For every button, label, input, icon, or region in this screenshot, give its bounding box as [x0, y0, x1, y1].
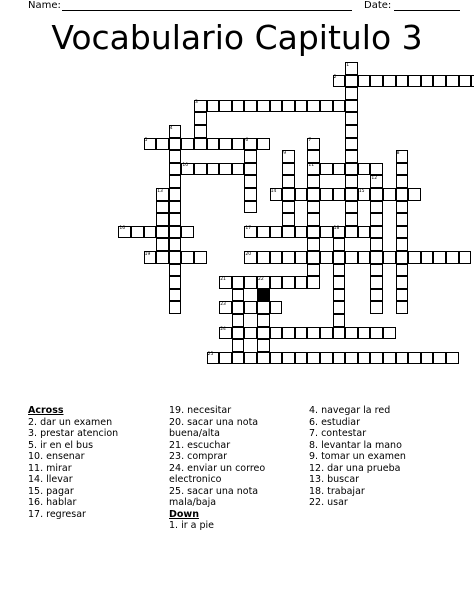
grid-cell[interactable]	[345, 87, 358, 100]
clues-section	[28, 405, 468, 605]
grid-cell[interactable]	[358, 327, 371, 340]
clue-number: 7	[308, 138, 312, 144]
grid-cell[interactable]	[307, 226, 320, 239]
grid-cell[interactable]	[370, 213, 383, 226]
clue-item: 19. necesitar	[169, 405, 232, 416]
grid-cell[interactable]	[446, 352, 459, 365]
grid-cell[interactable]	[396, 226, 409, 239]
grid-cell[interactable]	[320, 100, 333, 113]
grid-cell[interactable]	[333, 352, 346, 365]
grid-cell[interactable]	[194, 125, 207, 138]
grid-cell[interactable]	[345, 175, 358, 188]
grid-cell[interactable]	[194, 112, 207, 125]
grid-cell[interactable]	[270, 100, 283, 113]
clue-list-1	[28, 417, 168, 521]
grid-cell[interactable]	[358, 75, 371, 88]
grid-cell[interactable]	[156, 251, 169, 264]
grid-cell[interactable]	[194, 138, 207, 151]
grid-cell[interactable]	[370, 163, 383, 176]
clue-number: 5	[144, 138, 148, 144]
grid-cell[interactable]	[282, 188, 295, 201]
grid-cell[interactable]	[244, 175, 257, 188]
grid-cell[interactable]	[396, 163, 409, 176]
grid-cell[interactable]	[370, 327, 383, 340]
grid-cell[interactable]	[282, 201, 295, 214]
grid-cell[interactable]	[244, 327, 257, 340]
grid-cell[interactable]	[232, 314, 245, 327]
grid-cell[interactable]	[232, 327, 245, 340]
clue-number: 23	[220, 301, 226, 307]
grid-cell[interactable]	[358, 251, 371, 264]
grid-cell[interactable]	[383, 251, 396, 264]
grid-cell[interactable]	[295, 100, 308, 113]
grid-cell[interactable]	[207, 100, 220, 113]
clue-number: 13	[157, 188, 163, 194]
clue-number: 16	[119, 226, 126, 232]
grid-cell[interactable]	[345, 75, 358, 88]
grid-cell[interactable]	[307, 327, 320, 340]
grid-cell[interactable]	[244, 276, 257, 289]
grid-cell[interactable]	[244, 100, 257, 113]
grid-cell[interactable]	[370, 238, 383, 251]
clue-item: 3. prestar atencion	[28, 428, 119, 439]
clue-item: 20. sacar una nota buena/alta	[169, 416, 259, 439]
grid-cell[interactable]	[144, 226, 157, 239]
grid-cell[interactable]	[396, 188, 409, 201]
grid-cell[interactable]	[446, 251, 459, 264]
grid-cell[interactable]	[257, 339, 270, 352]
grid-cell[interactable]	[358, 352, 371, 365]
grid-cell[interactable]	[433, 75, 446, 88]
grid-cell[interactable]	[169, 264, 182, 277]
grid-cell[interactable]	[383, 75, 396, 88]
name-label: Name:	[28, 0, 61, 11]
clue-number: 4	[169, 125, 173, 131]
clue-number: 2	[333, 75, 337, 81]
grid-cell[interactable]	[396, 175, 409, 188]
grid-cell[interactable]	[169, 276, 182, 289]
grid-cell[interactable]	[459, 75, 472, 88]
clue-column-2	[169, 405, 309, 532]
grid-cell[interactable]	[345, 327, 358, 340]
clue-list-3	[309, 405, 459, 509]
grid-cell[interactable]	[333, 238, 346, 251]
grid-cell[interactable]	[320, 188, 333, 201]
grid-cell[interactable]	[320, 251, 333, 264]
grid-cell[interactable]	[307, 175, 320, 188]
clue-number: 14	[270, 188, 277, 194]
grid-cell[interactable]	[396, 276, 409, 289]
grid-cell[interactable]	[219, 352, 232, 365]
grid-cell[interactable]	[383, 188, 396, 201]
clue-item: 2. dar un examen	[28, 416, 113, 428]
grid-cell[interactable]	[370, 264, 383, 277]
grid-cell[interactable]	[232, 100, 245, 113]
grid-cell[interactable]	[370, 251, 383, 264]
grid-cell[interactable]	[333, 314, 346, 327]
grid-cell[interactable]	[282, 226, 295, 239]
clue-item: 17. regresar	[28, 508, 86, 520]
clue-item: 22. usar	[309, 497, 348, 508]
down-heading: Down	[169, 508, 199, 520]
grid-cell[interactable]	[194, 251, 207, 264]
grid-cell[interactable]	[307, 213, 320, 226]
grid-cell[interactable]	[156, 201, 169, 214]
grid-cell[interactable]	[219, 163, 232, 176]
grid-cell[interactable]	[257, 327, 270, 340]
grid-cell[interactable]	[370, 352, 383, 365]
grid-cell[interactable]	[345, 150, 358, 163]
grid-cell[interactable]	[295, 352, 308, 365]
grid-cell[interactable]	[333, 163, 346, 176]
grid-cell[interactable]	[408, 352, 421, 365]
grid-cell[interactable]	[282, 175, 295, 188]
grid-cell[interactable]	[282, 163, 295, 176]
grid-cell[interactable]	[307, 150, 320, 163]
grid-cell[interactable]	[307, 352, 320, 365]
grid-cell[interactable]	[232, 352, 245, 365]
grid-cell[interactable]	[156, 226, 169, 239]
grid-cell[interactable]	[333, 276, 346, 289]
grid-cell[interactable]	[169, 251, 182, 264]
clue-item: 10. ensenar	[28, 451, 85, 462]
grid-cell[interactable]	[396, 301, 409, 314]
grid-cell[interactable]	[156, 213, 169, 226]
grid-cell[interactable]	[333, 327, 346, 340]
clue-item: 18. trabajar	[309, 485, 365, 497]
clue-number: 24	[220, 327, 226, 333]
grid-cell[interactable]	[446, 75, 459, 88]
clue-item: 16. hablar	[28, 497, 77, 508]
grid-cell[interactable]	[232, 289, 245, 302]
grid-cell[interactable]	[333, 188, 346, 201]
clue-item: 5. ir en el bus	[28, 439, 94, 451]
clue-number: 6	[245, 138, 249, 144]
grid-cell[interactable]	[345, 352, 358, 365]
grid-black-cell	[257, 289, 270, 302]
grid-cell[interactable]	[459, 251, 472, 264]
grid-cell[interactable]	[169, 226, 182, 239]
grid-cell[interactable]	[282, 276, 295, 289]
grid-cell[interactable]	[370, 188, 383, 201]
grid-cell[interactable]	[282, 213, 295, 226]
date-label: Date:	[364, 0, 392, 11]
grid-cell[interactable]	[421, 251, 434, 264]
clue-number: 19	[144, 251, 151, 257]
grid-cell[interactable]	[169, 188, 182, 201]
clue-item: 24. enviar un correo electronico	[169, 462, 266, 485]
grid-cell[interactable]	[421, 75, 434, 88]
grid-cell[interactable]	[345, 100, 358, 113]
grid-cell[interactable]	[244, 163, 257, 176]
grid-cell[interactable]	[295, 226, 308, 239]
clue-number: 15	[358, 188, 365, 194]
grid-cell[interactable]	[194, 163, 207, 176]
clue-item: 11. mirar	[28, 462, 72, 474]
clue-item: 6. estudiar	[309, 416, 361, 428]
grid-cell[interactable]	[370, 276, 383, 289]
grid-cell[interactable]	[345, 188, 358, 201]
grid-cell[interactable]	[396, 251, 409, 264]
clue-item: 1. ir a pie	[169, 520, 215, 531]
grid-cell[interactable]	[244, 352, 257, 365]
grid-cell[interactable]	[307, 251, 320, 264]
grid-cell[interactable]	[257, 352, 270, 365]
grid-cell[interactable]	[219, 138, 232, 151]
grid-cell[interactable]	[232, 163, 245, 176]
grid-cell[interactable]	[232, 301, 245, 314]
clue-item: 7. contestar	[309, 428, 367, 439]
grid-cell[interactable]	[408, 75, 421, 88]
grid-cell[interactable]	[396, 264, 409, 277]
clue-number: 22	[258, 276, 264, 282]
grid-cell[interactable]	[257, 314, 270, 327]
grid-cell[interactable]	[433, 352, 446, 365]
grid-cell[interactable]	[333, 100, 346, 113]
clue-number: 10	[182, 163, 189, 169]
page-title: Vocabulario Capitulo 3	[51, 18, 423, 57]
clue-item: 12. dar una prueba	[309, 462, 401, 474]
clue-list-2a	[169, 405, 309, 509]
clue-item: 25. sacar una nota mala/baja	[169, 485, 259, 508]
grid-cell[interactable]	[307, 264, 320, 277]
grid-cell[interactable]	[396, 289, 409, 302]
grid-cell[interactable]	[345, 213, 358, 226]
clue-item: 9. tomar un examen	[309, 451, 406, 462]
grid-cell[interactable]	[370, 201, 383, 214]
grid-cell[interactable]	[396, 352, 409, 365]
clue-column-3	[309, 405, 459, 509]
clue-list-2b	[169, 520, 309, 532]
grid-cell[interactable]	[345, 226, 358, 239]
grid-cell[interactable]	[169, 213, 182, 226]
grid-cell[interactable]	[408, 251, 421, 264]
grid-cell[interactable]	[295, 276, 308, 289]
grid-cell[interactable]	[244, 150, 257, 163]
grid-cell[interactable]	[295, 327, 308, 340]
clue-number: 21	[220, 276, 226, 282]
grid-cell[interactable]	[257, 100, 270, 113]
grid-cell[interactable]	[257, 301, 270, 314]
grid-cell[interactable]	[345, 138, 358, 151]
clue-number: 20	[245, 251, 252, 257]
grid-cell[interactable]	[370, 289, 383, 302]
grid-cell[interactable]	[307, 100, 320, 113]
clue-number: 8	[396, 150, 400, 156]
grid-cell[interactable]	[307, 188, 320, 201]
grid-cell[interactable]	[370, 226, 383, 239]
clue-number: 18	[333, 226, 340, 232]
grid-cell[interactable]	[307, 201, 320, 214]
grid-cell[interactable]	[396, 75, 409, 88]
grid-cell[interactable]	[257, 138, 270, 151]
grid-cell[interactable]	[131, 226, 144, 239]
grid-cell[interactable]	[181, 226, 194, 239]
clue-number: 25	[207, 352, 214, 358]
grid-cell[interactable]	[282, 251, 295, 264]
grid-cell[interactable]	[169, 238, 182, 251]
grid-cell[interactable]	[270, 276, 283, 289]
grid-cell[interactable]	[232, 339, 245, 352]
grid-cell[interactable]	[156, 138, 169, 151]
clue-number: 1	[346, 62, 350, 68]
grid-cell[interactable]	[169, 301, 182, 314]
grid-cell[interactable]	[244, 301, 257, 314]
clue-item: 21. escuchar	[169, 439, 231, 451]
grid-cell[interactable]	[345, 201, 358, 214]
grid-cell[interactable]	[333, 264, 346, 277]
clue-number: 12	[371, 175, 378, 181]
grid-cell[interactable]	[232, 276, 245, 289]
grid-cell[interactable]	[169, 201, 182, 214]
grid-cell[interactable]	[244, 188, 257, 201]
grid-cell[interactable]	[307, 238, 320, 251]
clue-item: 23. comprar	[169, 451, 228, 462]
clue-number: 11	[308, 163, 315, 169]
grid-cell[interactable]	[270, 226, 283, 239]
grid-cell[interactable]	[219, 100, 232, 113]
grid-cell[interactable]	[295, 251, 308, 264]
grid-cell[interactable]	[207, 138, 220, 151]
grid-cell[interactable]	[169, 138, 182, 151]
grid-cell[interactable]	[282, 352, 295, 365]
grid-cell[interactable]	[169, 289, 182, 302]
grid-cell[interactable]	[408, 188, 421, 201]
grid-cell[interactable]	[358, 226, 371, 239]
grid-cell[interactable]	[257, 251, 270, 264]
grid-cell[interactable]	[257, 226, 270, 239]
grid-cell[interactable]	[156, 238, 169, 251]
grid-cell[interactable]	[207, 163, 220, 176]
grid-cell[interactable]	[345, 112, 358, 125]
grid-cell[interactable]	[282, 100, 295, 113]
grid-cell[interactable]	[421, 352, 434, 365]
grid-cell[interactable]	[270, 301, 283, 314]
grid-cell[interactable]	[396, 213, 409, 226]
grid-cell[interactable]	[270, 327, 283, 340]
grid-cell[interactable]	[383, 327, 396, 340]
grid-cell[interactable]	[307, 276, 320, 289]
grid-cell[interactable]	[181, 138, 194, 151]
grid-cell[interactable]	[333, 301, 346, 314]
grid-cell[interactable]	[232, 138, 245, 151]
grid-cell[interactable]	[383, 352, 396, 365]
grid-cell[interactable]	[244, 201, 257, 214]
grid-cell[interactable]	[345, 251, 358, 264]
across-heading: Across	[28, 405, 64, 416]
grid-cell[interactable]	[270, 251, 283, 264]
grid-cell[interactable]	[320, 327, 333, 340]
grid-cell[interactable]	[358, 163, 371, 176]
grid-cell[interactable]	[370, 301, 383, 314]
grid-cell[interactable]	[270, 352, 283, 365]
grid-cell[interactable]	[396, 201, 409, 214]
grid-cell[interactable]	[169, 150, 182, 163]
grid-cell[interactable]	[169, 175, 182, 188]
grid-cell[interactable]	[320, 163, 333, 176]
clue-item: 13. buscar	[309, 474, 360, 485]
grid-cell[interactable]	[320, 352, 333, 365]
grid-cell[interactable]	[345, 163, 358, 176]
grid-cell[interactable]	[370, 75, 383, 88]
grid-cell[interactable]	[433, 251, 446, 264]
grid-cell[interactable]	[282, 327, 295, 340]
grid-cell[interactable]	[333, 289, 346, 302]
grid-cell[interactable]	[345, 125, 358, 138]
grid-cell[interactable]	[396, 238, 409, 251]
grid-cell[interactable]	[333, 251, 346, 264]
clue-number: 17	[245, 226, 252, 232]
grid-cell[interactable]	[320, 226, 333, 239]
clue-item: 15. pagar	[28, 485, 74, 497]
clue-number: 9	[283, 150, 287, 156]
clue-number: 3	[195, 100, 198, 106]
grid-cell[interactable]	[181, 251, 194, 264]
clue-item: 8. levantar la mano	[309, 439, 402, 451]
clue-item: 14. llevar	[28, 474, 73, 485]
grid-cell[interactable]	[169, 163, 182, 176]
grid-cell[interactable]	[295, 188, 308, 201]
clue-item: 4. navegar la red	[309, 405, 391, 416]
clue-column-1	[28, 405, 168, 520]
